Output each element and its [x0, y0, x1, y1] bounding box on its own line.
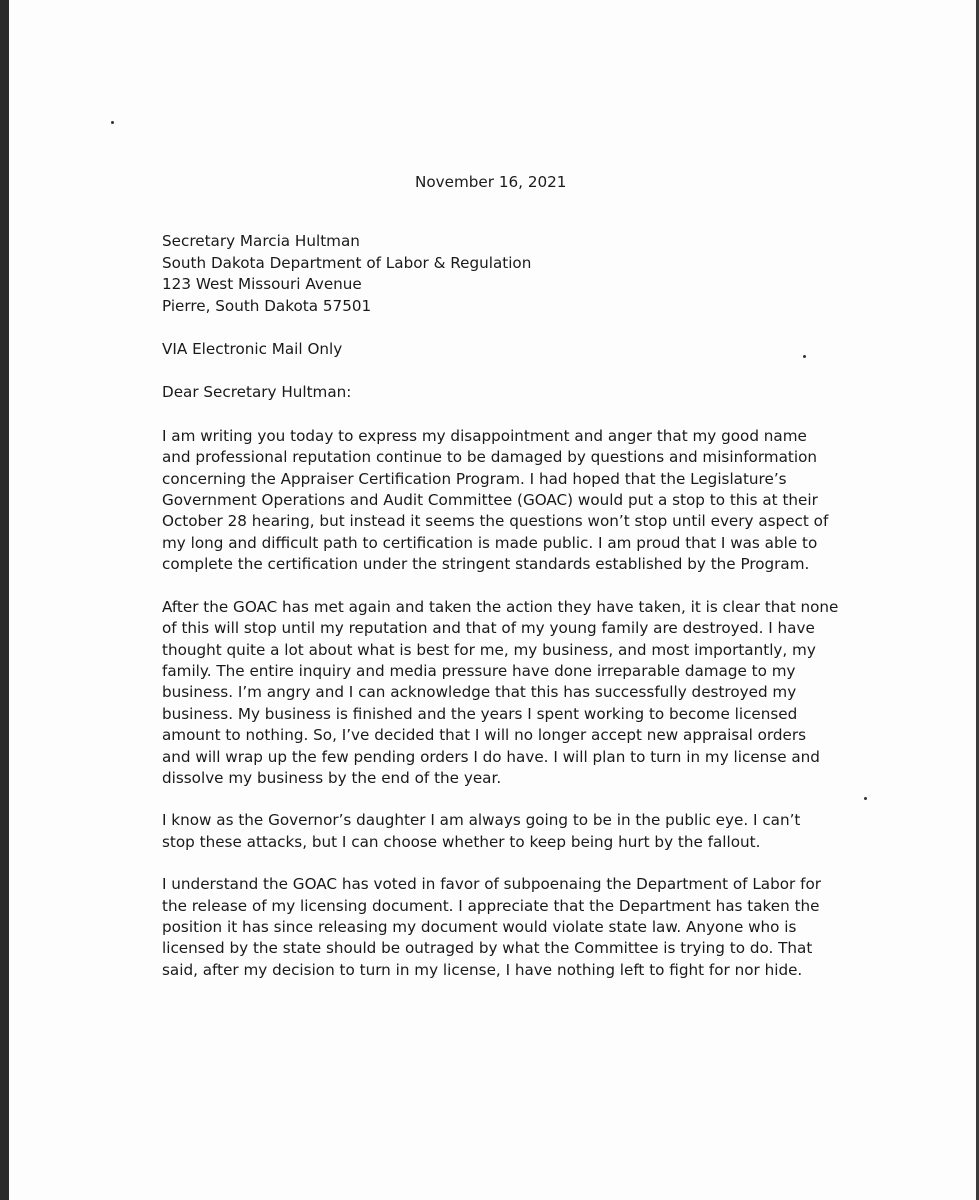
letter-body [162, 172, 842, 1002]
paragraph-2: After the GOAC has met again and taken the action they have taken, it is clear that none of this will stop until my reputation and that of my young family are destroyed. I have thought quite a lot about what is best for me, my business, and most importantly, my family. The entire inquiry and media pressure have done irreparable damage to my business. I’m angry and I can acknowledge that this has successfully destroyed my business. My business is finished and the years I spent working to become licensed amount to nothing. So, I’ve decided that I will no longer accept new appraisal orders and will wrap up the few pending orders I do have. I will plan to turn in my license and dissolve my business by the end of the year. [162, 597, 839, 787]
salutation: Dear Secretary Hultman: [162, 383, 352, 402]
recipient-department: South Dakota Department of Labor & Regulation [162, 253, 532, 272]
recipient-name: Secretary Marcia Hultman [162, 232, 360, 251]
scan-left-edge [0, 0, 9, 1200]
recipient-address [162, 231, 842, 317]
delivery-method: VIA Electronic Mail Only [162, 340, 343, 359]
paragraph-4: I understand the GOAC has voted in favor of subpoenaing the Department of Labor for the release of my licensing document. I appreciate that the Department has taken the position it has since releasing my document would violate state law. Anyone who is licensed by the state should be outraged by what the Committee is trying to do. That said, after my decision to turn in my license, I have nothing left to fight for nor hide. [162, 875, 821, 979]
paragraph-1: I am writing you today to express my disappointment and anger that my good name and professional reputation continue to be damaged by questions and misinformation concerning the Appraiser Certification Program. I had hoped that the Legislature’s Government Operations and Audit Committee (GOAC) would put a stop to this at their October 28 hearing, but instead it seems the questions won’t stop until every aspect of my long and difficult path to certification is made public. I am proud that I was able to complete the certification under the stringent standards established by the Program. [162, 426, 829, 574]
scan-speck [111, 121, 114, 124]
recipient-street: 123 West Missouri Avenue [162, 275, 362, 294]
letter-date: November 16, 2021 [415, 173, 567, 191]
scan-speck [864, 797, 867, 800]
recipient-city: Pierre, South Dakota 57501 [162, 296, 372, 315]
paragraph-3: I know as the Governor’s daughter I am always going to be in the public eye. I can’t stop these attacks, but I can choose whether to keep being hurt by the fallout. [162, 811, 801, 851]
